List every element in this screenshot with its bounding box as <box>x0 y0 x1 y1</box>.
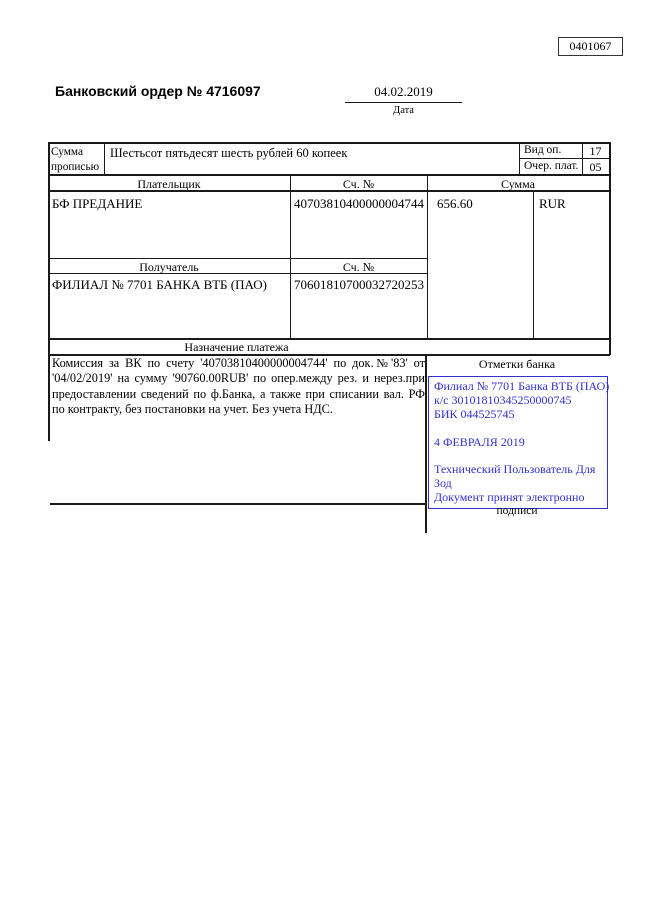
grid-line <box>48 174 610 176</box>
date-underline <box>345 102 462 103</box>
stamp-line: к/с 30101810345250000745 <box>434 392 572 407</box>
currency-code: RUR <box>539 196 566 211</box>
grid-line <box>50 503 425 505</box>
amount-in-words-label: Сумма прописью <box>51 146 100 173</box>
payer-name: БФ ПРЕДАНИЕ <box>52 196 143 211</box>
stamp-line <box>434 450 602 464</box>
stamp-line: Технический Пользователь Для <box>434 462 596 477</box>
operation-type-label: Вид оп. <box>524 144 562 156</box>
recipient-account-number: 70601810700032720253 <box>294 277 424 292</box>
payment-priority-label: Очер. плат. <box>524 160 579 172</box>
stamp-line: Зод <box>434 476 452 491</box>
amount-column-header: Сумма <box>501 177 535 191</box>
bank-marks-header: Отметки банка <box>478 357 556 371</box>
date-label: Дата <box>393 105 414 116</box>
grid-line <box>519 142 520 174</box>
amount-in-words-value: Шестьсот пятьдесят шесть рублей 60 копеек <box>110 146 348 160</box>
operation-type-value: 17 <box>589 144 602 158</box>
grid-line <box>104 142 105 174</box>
document-title: Банковский ордер № 4716097 <box>55 83 261 99</box>
stamp-line: Филиал № 7701 Банка ВТБ (ПАО) <box>434 379 610 393</box>
stamp-line <box>434 422 602 436</box>
form-code-box: 0401067 <box>558 37 623 56</box>
grid-line <box>48 258 427 259</box>
recipient-column-header: Получатель <box>139 260 199 274</box>
amount-value: 656.60 <box>437 196 473 211</box>
signatures-label: подписи <box>496 505 538 517</box>
payer-account-number: 40703810400000004744 <box>294 196 424 211</box>
grid-line <box>533 190 534 338</box>
recipient-account-column-header: Сч. № <box>342 260 375 274</box>
bank-electronic-stamp <box>428 376 608 509</box>
stamp-line: БИК 044525745 <box>434 406 515 421</box>
payer-account-column-header: Сч. № <box>342 177 375 191</box>
table-border-right <box>609 142 611 355</box>
stamp-line: 4 ФЕВРАЛЯ 2019 <box>434 434 525 449</box>
stamp-line: Документ принят электронно <box>434 490 585 505</box>
payment-purpose-text: Комиссия за ВК по счету '40703810400000004744' по док.№'83' от '04/02/2019' на сумму '90760.00RUB' по опер.между рез. и нерез.при предоставлении сведений по ф.Банка, а также при списании вал. РФ по контракту, без постановки на учет. Без учета НДС. <box>52 356 425 417</box>
payment-purpose-header: Назначение платежа <box>184 340 289 354</box>
payer-column-header: Плательщик <box>137 177 201 191</box>
date-value: 04.02.2019 <box>374 84 433 99</box>
recipient-name: ФИЛИАЛ № 7701 БАНКА ВТБ (ПАО) <box>52 277 267 292</box>
grid-line <box>427 174 428 338</box>
payment-priority-value: 05 <box>589 160 602 174</box>
grid-line <box>290 174 291 338</box>
